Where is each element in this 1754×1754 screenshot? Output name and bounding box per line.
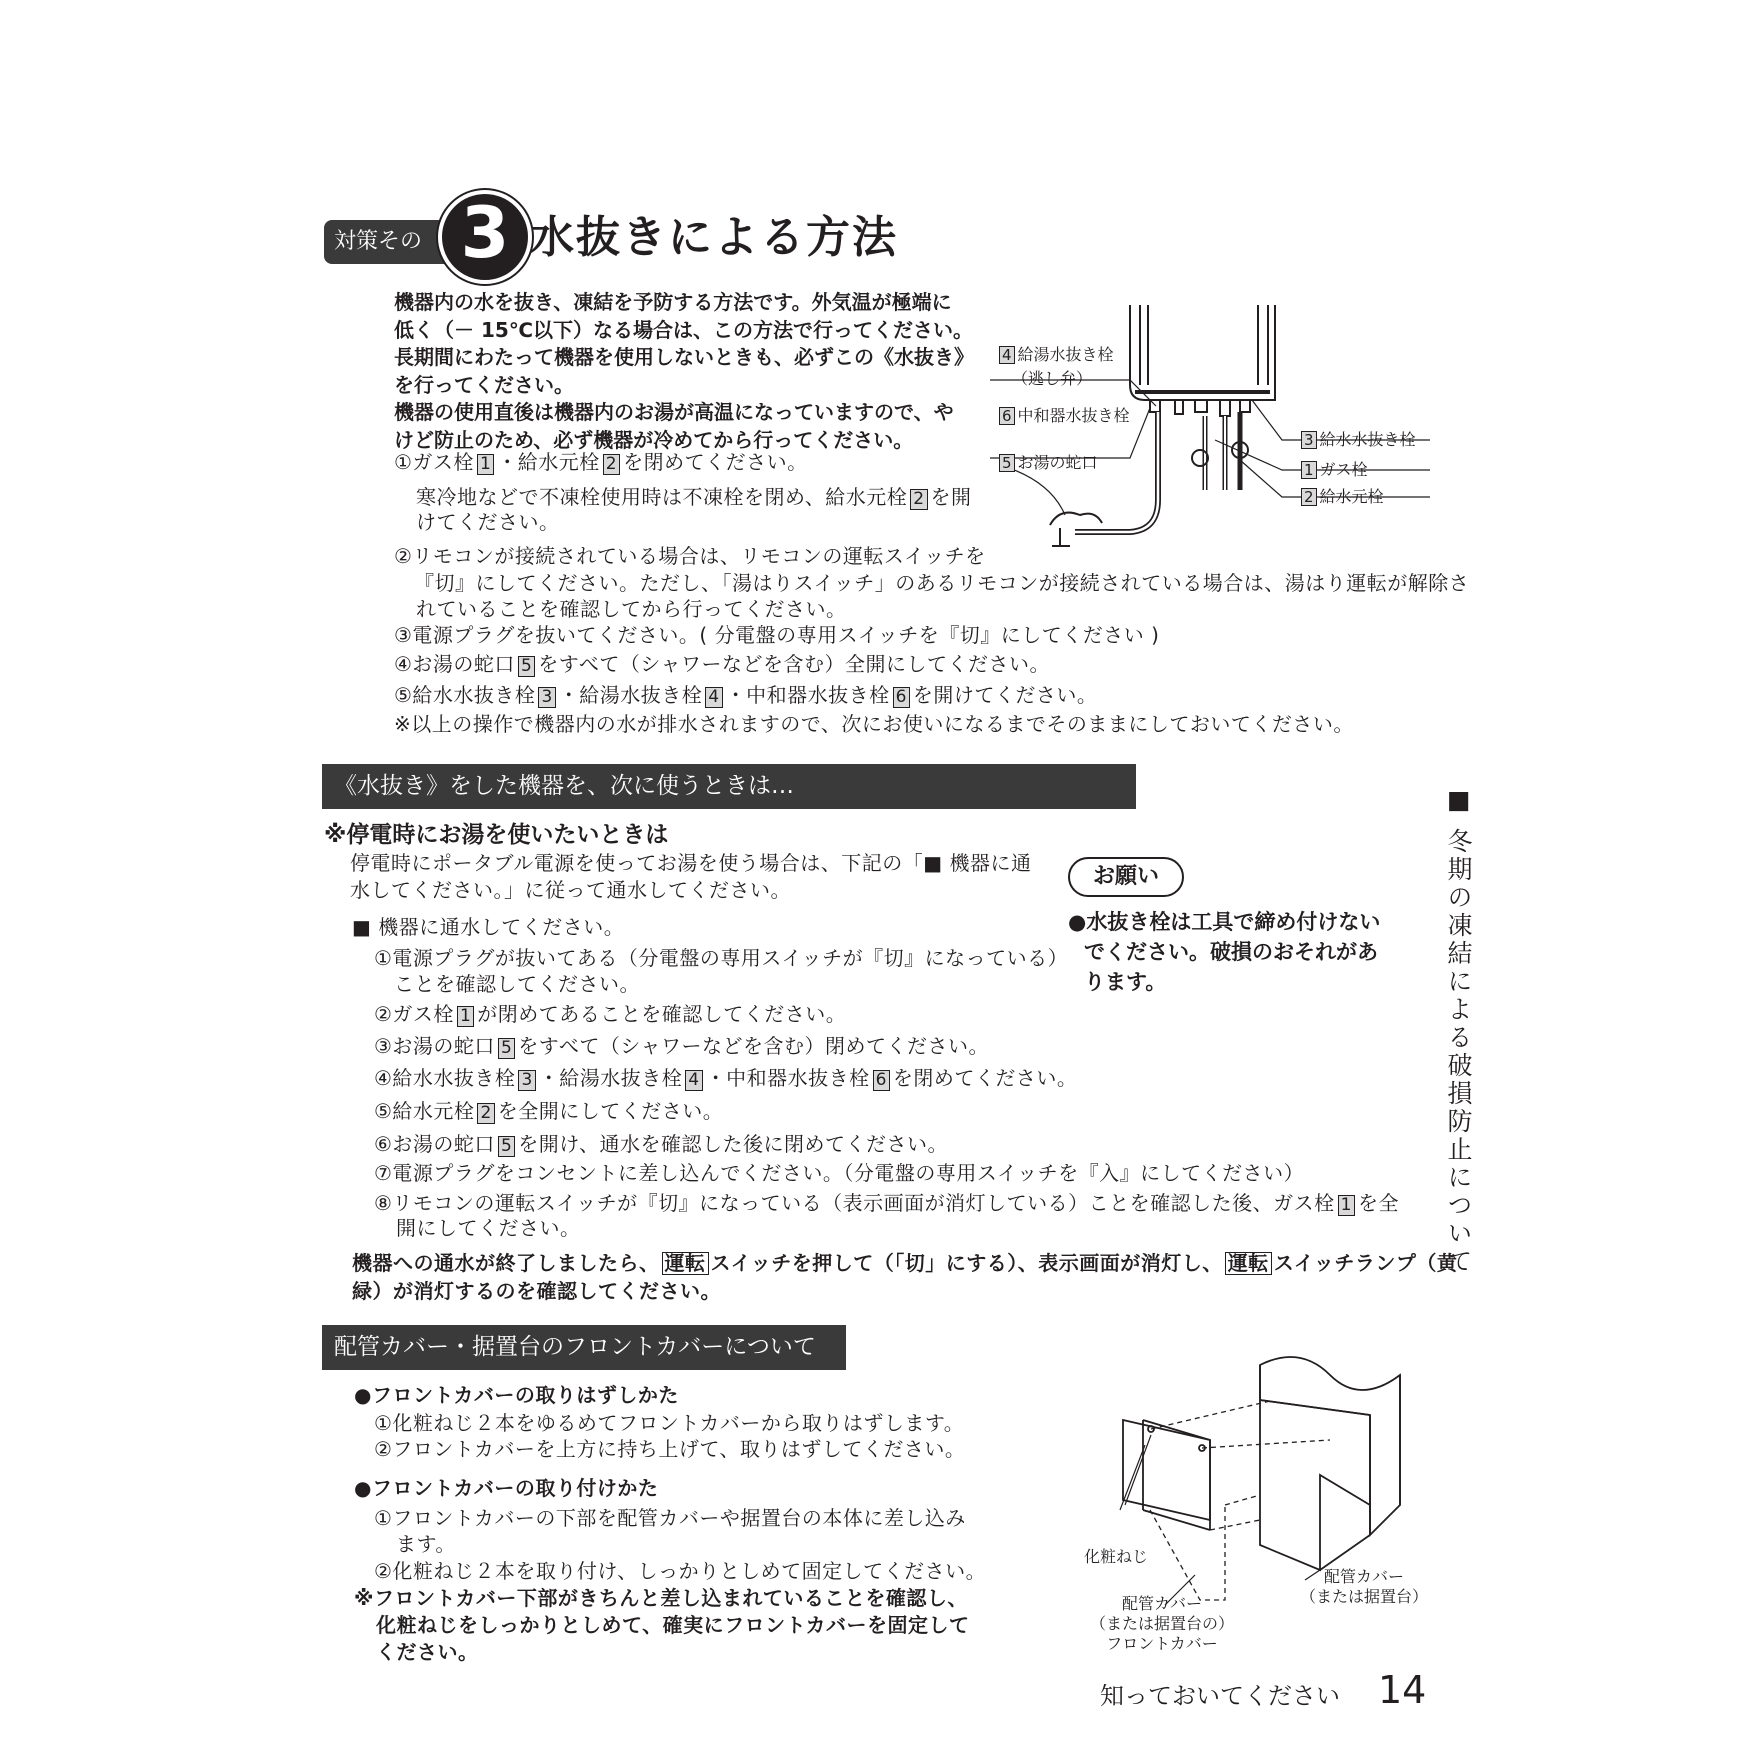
install-step-2: ②化粧ねじ２本を取り付け、しっかりとしめて固定してください。 (374, 1559, 987, 1583)
callout-6: 6 中和器水抜き栓 (996, 406, 1130, 426)
footer-label: 知っておいてください (1100, 1682, 1340, 1710)
fill-step-7: ⑦電源プラグをコンセントに差し込んでください。（分電盤の専用スイッチを『入』にしてください） (374, 1161, 1305, 1185)
intro-line: 機器の使用直後は機器内のお湯が高温になっていますので、や (394, 400, 954, 424)
num-box: 5 (498, 1136, 515, 1157)
install-caution-cont: 化粧ねじをしっかりとしめて、確実にフロントカバーを固定して (376, 1613, 970, 1637)
outage-paragraph: 水してください。」に従って通水してください。 (350, 878, 791, 902)
section-bar-front-cover: 配管カバー・据置台のフロントカバーについて (322, 1325, 846, 1370)
step-4: ④お湯の蛇口 5 をすべて（シャワーなどを含む）全開にしてください。 (394, 652, 1050, 676)
label-pipe-cover: 配管カバー （または据置台） (1300, 1567, 1429, 1606)
callout-1: 1 ガス栓 (1298, 460, 1368, 480)
badge-number: 3 (460, 192, 510, 274)
install-step-1-cont: ます。 (396, 1532, 456, 1556)
step-2-cont: 『切』にしてください。ただし、「湯はりスイッチ」のあるリモコンが接続されている場合は、湯はり運転が解除さ (414, 571, 1470, 595)
fill-step-2: ②ガス栓 1 が閉めてあることを確認してください。 (374, 1002, 847, 1026)
num-box: 1 (477, 454, 494, 475)
label-cosmetic-screw: 化粧ねじ (1084, 1547, 1149, 1566)
num-box: 2 (603, 454, 620, 475)
install-heading: ●フロントカバーの取り付けかた (354, 1476, 659, 1500)
step-5: ⑤給水水抜き栓 3 ・給湯水抜き栓 4 ・中和器水抜き栓 6 を開けてください。 (394, 683, 1098, 707)
fill-step-8-cont: 開にしてください。 (396, 1216, 581, 1240)
num-box: 3 (518, 1070, 535, 1091)
callout-4: 4 給湯水抜き栓 (996, 345, 1114, 365)
step-2: ②リモコンが接続されている場合は、リモコンの運転スイッチを (394, 544, 986, 568)
callout-3: 3 給水水抜き栓 (1298, 430, 1416, 450)
num-box: 3 (538, 687, 555, 708)
num-box: 2 (910, 489, 927, 510)
fill-step-6: ⑥お湯の蛇口 5 を開け、通水を確認した後に閉めてください。 (374, 1132, 948, 1156)
badge-prefix: 対策その (334, 229, 423, 254)
num-box: 4 (685, 1070, 702, 1091)
num-box: 4 (705, 687, 722, 708)
step-1-note-cont: けてください。 (416, 510, 560, 534)
page-title: 水抜きによる方法 (530, 212, 898, 263)
intro-line: 低く（－ 15℃以下）なる場合は、この方法で行ってください。 (394, 317, 974, 342)
section-bar-reuse: 《水抜き》をした機器を、次に使うときは… (322, 764, 1136, 809)
request-badge: お願い (1068, 857, 1184, 897)
num-box: 1 (457, 1006, 474, 1027)
num-box: 5 (498, 1038, 515, 1059)
step-1: ①ガス栓 1 ・給水元栓 2 を閉めてください。 (394, 450, 808, 474)
intro-paragraph (394, 289, 974, 454)
fill-step-5: ⑤給水元栓 2 を全開にしてください。 (374, 1099, 724, 1123)
intro-line: 機器内の水を抜き、凍結を予防する方法です。外気温が極端に (394, 290, 952, 314)
drain-note: ※以上の操作で機器内の水が排水されますので、次にお使いになるまでそのままにしておいてください。 (394, 712, 1354, 736)
side-tab: ■ 冬期の凍結による破損防止について (1444, 785, 1473, 1276)
completion-note: 機器への通水が終了しましたら、 運転 スイッチを押して（「切」にする）、表示画面が消灯し、 運転 スイッチランプ（黄 (352, 1251, 1458, 1275)
intro-line: けど防止のため、必ず機器が冷めてから行ってください。 (394, 427, 914, 452)
callout-2: 2 給水元栓 (1298, 487, 1384, 507)
completion-note-cont: 緑）が消灯するのを確認してください。 (352, 1279, 721, 1303)
fill-step-4: ④給水水抜き栓 3 ・給湯水抜き栓 4 ・中和器水抜き栓 6 を閉めてください。 (374, 1066, 1078, 1090)
step-1-note: 寒冷地などで不凍栓使用時は不凍栓を閉め、給水元栓 2 を開 (416, 485, 972, 509)
num-box: 5 (518, 656, 535, 677)
label-front-cover: 配管カバー （または据置台の） フロントカバー (1090, 1594, 1235, 1653)
fill-heading: ■ 機器に通水してください。 (352, 915, 625, 939)
page-number: 14 (1378, 1668, 1427, 1712)
request-text: ●水抜き栓は工具で締め付けない でください。破損のおそれがあ ります。 (1068, 910, 1381, 994)
subheading-power-outage: ※停電時にお湯を使いたいときは (324, 822, 669, 848)
step-3: ③電源プラグを抜いてください。( 分電盤の専用スイッチを『切』にしてください ) (394, 623, 1160, 647)
callout-5: 5 お湯の蛇口 (996, 453, 1098, 473)
num-box: 6 (893, 687, 910, 708)
num-box: 6 (873, 1070, 890, 1091)
fill-step-3: ③お湯の蛇口 5 をすべて（シャワーなどを含む）閉めてください。 (374, 1034, 989, 1058)
removal-step-1: ①化粧ねじ２本をゆるめてフロントカバーから取りはずします。 (374, 1411, 965, 1435)
step-2-cont: れていることを確認してから行ってください。 (416, 597, 847, 621)
run-switch-label: 運転 (1225, 1252, 1272, 1275)
fill-step-1-cont: ことを確認してください。 (394, 972, 640, 996)
num-box: 1 (1338, 1195, 1355, 1216)
removal-step-2: ②フロントカバーを上方に持ち上げて、取りはずしてください。 (374, 1437, 966, 1461)
run-switch-label: 運転 (662, 1252, 709, 1275)
removal-heading: ●フロントカバーの取りはずしかた (354, 1383, 679, 1407)
outage-paragraph: 停電時にポータブル電源を使ってお湯を使う場合は、下記の「■ 機器に通 (350, 851, 1032, 875)
install-caution-cont: ください。 (376, 1640, 479, 1664)
install-step-1: ①フロントカバーの下部を配管カバーや据置台の本体に差し込み (374, 1506, 966, 1530)
num-box: 2 (477, 1103, 494, 1124)
intro-line: 長期間にわたって機器を使用しないときも、必ずこの《水抜き》 (394, 345, 974, 369)
callout-4-sub: （逃し弁） (1012, 369, 1093, 388)
intro-line: を行ってください。 (394, 372, 574, 397)
fill-step-1: ①電源プラグが抜いてある（分電盤の専用スイッチが『切』になっている） (374, 946, 1069, 970)
fill-step-8: ⑧リモコンの運転スイッチが『切』になっている（表示画面が消灯している）ことを確認した後、ガス栓 1 を全 (374, 1191, 1399, 1215)
install-caution: ※フロントカバー下部がきちんと差し込まれていることを確認し、 (354, 1586, 968, 1610)
